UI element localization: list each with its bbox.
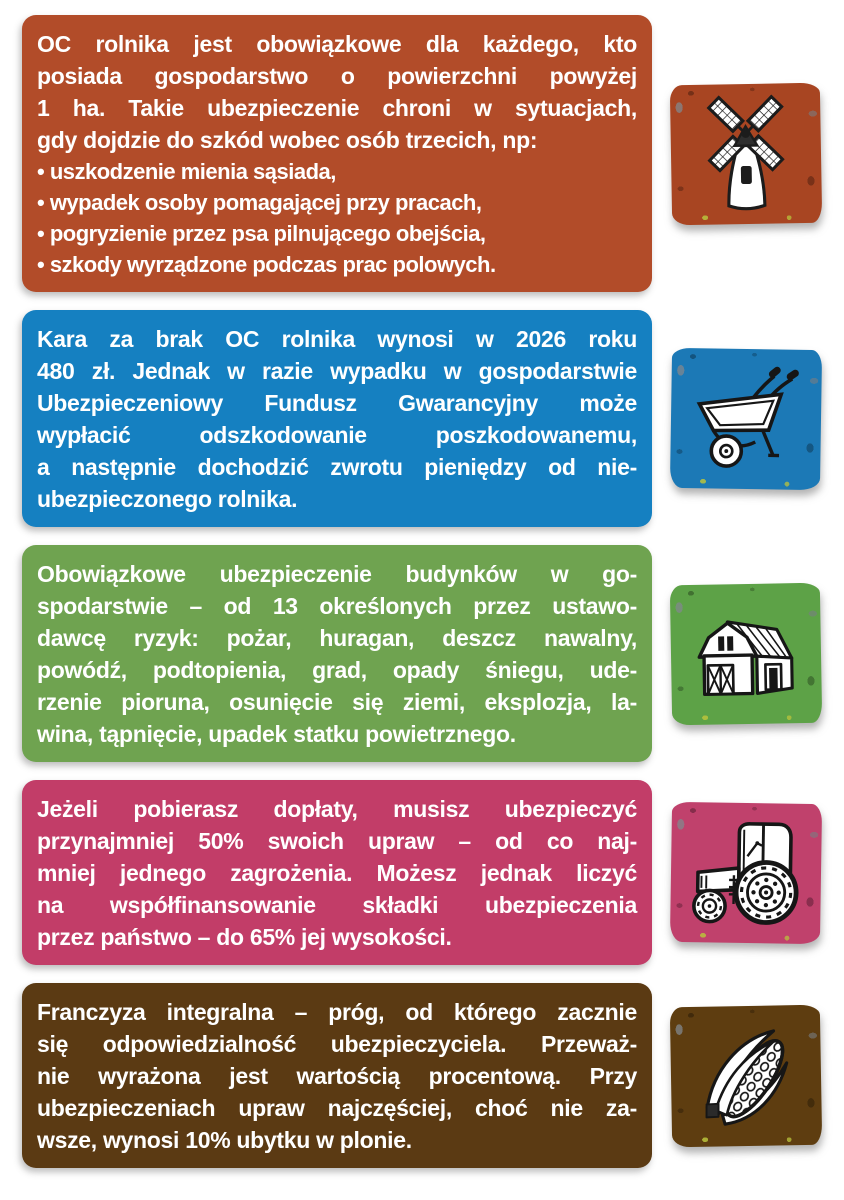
text-line: 480 zł. Jednak w razie wypadku w gospodarstwie bbox=[37, 358, 637, 384]
text-line: posiada gospodarstwo o powierzchni powyżej bbox=[37, 63, 637, 89]
text-line: ubezpieczeniach upraw najczęściej, choć nie za- bbox=[37, 1095, 637, 1121]
tractor-icon bbox=[682, 812, 810, 934]
text-line: a następnie dochodzić zwrotu pieniędzy od nie- bbox=[37, 454, 637, 480]
text-line: • szkody wyrządzone podczas prac polowych. bbox=[37, 252, 496, 277]
paragraph-oc-rolnika bbox=[37, 28, 637, 156]
row-franczyza bbox=[22, 983, 844, 1168]
windmill-tile bbox=[670, 82, 822, 225]
text-line: ubezpieczonego rolnika. bbox=[37, 486, 298, 512]
bullet-list-oc-rolnika bbox=[37, 156, 637, 280]
windmill-icon bbox=[682, 92, 810, 214]
text-line: • pogryzienie przez psa pilnującego obejścia, bbox=[37, 221, 486, 246]
info-box-franczyza bbox=[22, 983, 652, 1168]
text-line: przynajmniej 50% swoich upraw – od co naj- bbox=[37, 828, 637, 854]
text-line: na współfinansowanie składki ubezpieczenia bbox=[37, 892, 637, 918]
corn-tile bbox=[670, 1004, 822, 1147]
row-oc-rolnika bbox=[22, 15, 844, 292]
wheelbarrow-tile bbox=[670, 347, 822, 489]
text-line: wina, tąpnięcie, upadek statku powietrznego. bbox=[37, 721, 516, 747]
barn-icon bbox=[682, 592, 810, 714]
paragraph-franczyza bbox=[37, 996, 637, 1156]
info-box-kara-ufg bbox=[22, 310, 652, 527]
text-line: mniej jednego zagrożenia. Możesz jednak liczyć bbox=[37, 860, 637, 886]
text-line: Franczyza integralna – próg, od którego zacznie bbox=[37, 999, 637, 1025]
tractor-tile bbox=[670, 801, 822, 943]
paragraph-budynki bbox=[37, 558, 637, 750]
wheelbarrow-icon bbox=[682, 358, 810, 480]
text-line: się odpowiedzialność ubezpieczyciela. Przeważ- bbox=[37, 1031, 637, 1057]
text-line: Jeżeli pobierasz dopłaty, musisz ubezpieczyć bbox=[37, 796, 637, 822]
row-budynki bbox=[22, 545, 844, 762]
barn-tile bbox=[670, 582, 822, 725]
text-line: rzenie pioruna, osunięcie się ziemi, eksplozja, la- bbox=[37, 689, 637, 715]
text-line: Obowiązkowe ubezpieczenie budynków w go- bbox=[37, 561, 637, 587]
corn-icon bbox=[682, 1014, 810, 1136]
text-line: spodarstwie – od 13 określonych przez ustawo- bbox=[37, 593, 637, 619]
text-line: • wypadek osoby pomagającej przy pracach, bbox=[37, 190, 482, 215]
row-doplaty bbox=[22, 780, 844, 965]
text-line: dawcę ryzyk: pożar, huragan, deszcz nawalny, bbox=[37, 625, 637, 651]
text-line: wypłacić odszkodowanie poszkodowanemu, bbox=[37, 422, 637, 448]
text-line: nie wyrażona jest wartością procentową. Przy bbox=[37, 1063, 637, 1089]
paragraph-kara-ufg bbox=[37, 323, 637, 515]
info-box-budynki bbox=[22, 545, 652, 762]
paragraph-doplaty bbox=[37, 793, 637, 953]
row-kara-ufg bbox=[22, 310, 844, 527]
text-line: gdy dojdzie do szkód wobec osób trzecich, np: bbox=[37, 127, 538, 153]
text-line: powódź, podtopienia, grad, opady śniegu, ude- bbox=[37, 657, 637, 683]
info-box-oc-rolnika bbox=[22, 15, 652, 292]
text-line: Kara za brak OC rolnika wynosi w 2026 roku bbox=[37, 326, 637, 352]
text-line: • uszkodzenie mienia sąsiada, bbox=[37, 159, 336, 184]
text-line: Ubezpieczeniowy Fundusz Gwarancyjny może bbox=[37, 390, 637, 416]
text-line: 1 ha. Takie ubezpieczenie chroni w sytuacjach, bbox=[37, 95, 637, 121]
text-line: OC rolnika jest obowiązkowe dla każdego, kto bbox=[37, 31, 637, 57]
text-line: wsze, wynosi 10% ubytku w plonie. bbox=[37, 1127, 412, 1153]
text-line: przez państwo – do 65% jej wysokości. bbox=[37, 924, 452, 950]
info-box-doplaty bbox=[22, 780, 652, 965]
